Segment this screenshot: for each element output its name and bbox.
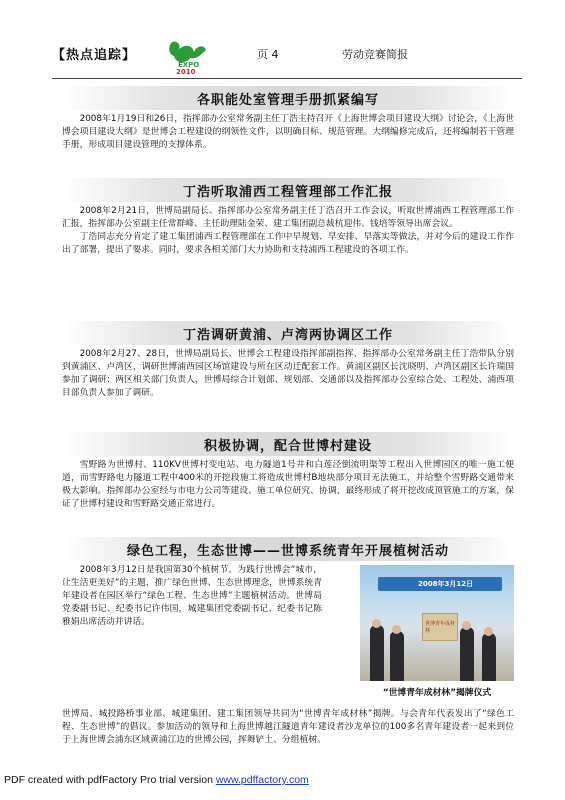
event-photo [360, 565, 514, 681]
page-number: 页 4 [257, 48, 279, 61]
paragraph: 2008年2月21日，世博局副局长、指挥部办公室常务副主任丁浩召开工作会议，听取世博浦西工程管理部工作汇报，指挥部办公室副主任常群峰、主任助理陆金荣、建工集团副总裁杭迎伟、钱培等领导出席会议。 [62, 206, 514, 229]
footer-text: PDF created with pdfFactory Pro trial version [4, 774, 216, 786]
photo-banner [378, 577, 502, 591]
pdf-footer [4, 774, 309, 786]
section-expo-village-coordination [62, 432, 514, 511]
logo-text: EXPO [178, 61, 200, 69]
photo-person-head [462, 621, 471, 630]
photo-person-head [484, 627, 493, 636]
expo-2010-logo-icon [164, 38, 210, 76]
footer-link[interactable]: www.pdffactory.com [215, 774, 309, 786]
section-title: 绿色工程，生态世博——世博系统青年开展植树活动 [62, 537, 514, 561]
section-body-full [62, 708, 514, 747]
header-rule [52, 78, 522, 79]
column-tag: 【热点追踪】 [52, 48, 137, 63]
section-huangpu-luwan-survey [62, 321, 514, 400]
paragraph: 世博局、城投路桥事业部、城建集团、建工集团领导共同为“世博青年成材林”揭牌。与会青年代表发出了“绿色工程、生态世博”的倡议。参加活动的领导和上海世博越江隧道青年建设者沙龙单位的100多名青年建设者一起来到位于上海世博会浦东区域黄浦江边的世博公园，挥舞铲土、分组植树。 [62, 709, 514, 745]
paragraph: 2008年3月12日是我国第30个植树节。为践行世博会“城市，让生活更美好”的主题，推广绿色世博、生态世博理念，世博系统青年建设者在园区举行“绿色工程、生态世博”主题植树活动。世博局党委副书记、纪委书记许伟国，城建集团党委副书记、纪委书记陈雅娟出席活动并讲话。 [62, 565, 322, 627]
section-tree-planting [62, 537, 514, 745]
section-manual-compilation [62, 86, 514, 152]
photo-person [390, 631, 404, 681]
photo-plaque [422, 613, 458, 641]
section-title: 积极协调，配合世博村建设 [62, 432, 514, 456]
page-header [52, 38, 522, 76]
photo-person-head [392, 625, 401, 634]
paragraph: 2008年1月19日和26日，指挥部办公室常务副主任丁浩主持召开《上海世博会项目建设大纲》讨论会，《上海世博会项目建设大纲》是世博会工程建设的纲领性文件，以明确目标、规范管理。大纲编修完成后，还将编制若干管理手册，形成项目建设管理的支撑体系。 [62, 114, 514, 150]
photo-banner-text: 2008年3月12日 [418, 580, 474, 588]
photo-person [370, 625, 384, 681]
section-puxi-report [62, 178, 514, 257]
paragraph: 雪野路为世博村、110KV世博村变电站、电力隧道1号井和白莲泾倒流明渠等工程出入世博园区的唯一施工便道，而雪野路电力隧道工程中400米的开挖段施工将造成世博村B地块部分项目无法施工，并给整个雪野路交通带来极大影响。指挥部办公室经与市电力公司等建设、施工单位研究、协调，最终形成了将开挖改成顶管施工的方案，保证了世博村建设和雪野路交通正常进行。 [62, 460, 514, 509]
section-title: 丁浩听取浦西工程管理部工作汇报 [62, 178, 514, 202]
photo-person-head [372, 619, 381, 628]
section-title: 各职能处室管理手册抓紧编写 [62, 86, 514, 110]
paragraph: 2008年2月27、28日，世博局副局长、世博会工程建设指挥部副指挥、指挥部办公室常务副主任丁浩带队分别到黄浦区、卢湾区，调研世博浦西园区场馆建设与所在区动迁配套工作。黄浦区副区长沈晓明、卢湾区副区长许瑞国参加了调研；两区相关部门负责人，世博局综合计划部、规划部、交通部以及指挥部办公室综合处、工程处、浦西项目部负责人参加了调研。 [62, 349, 514, 398]
section-title: 丁浩调研黄浦、卢湾两协调区工作 [62, 321, 514, 345]
photo-caption: “世博青年成材林”揭牌仪式 [382, 688, 492, 698]
section-body-left [62, 564, 322, 629]
logo-year: 2010 [176, 68, 196, 76]
publication-name: 劳动竞赛简报 [342, 48, 408, 61]
photo-person [460, 627, 474, 681]
photo-person [482, 633, 496, 681]
photo-plaque-text: 世博青年成材林 [425, 621, 456, 634]
paragraph: 丁浩同志充分肯定了建工集团浦西工程管理部在工作中早规划、早安排、早落实等做法，并对今后的建设工作作出了部署，提出了要求。同时，要求各相关部门大力协助和支持浦西工程建设的各项工作。 [62, 232, 514, 255]
